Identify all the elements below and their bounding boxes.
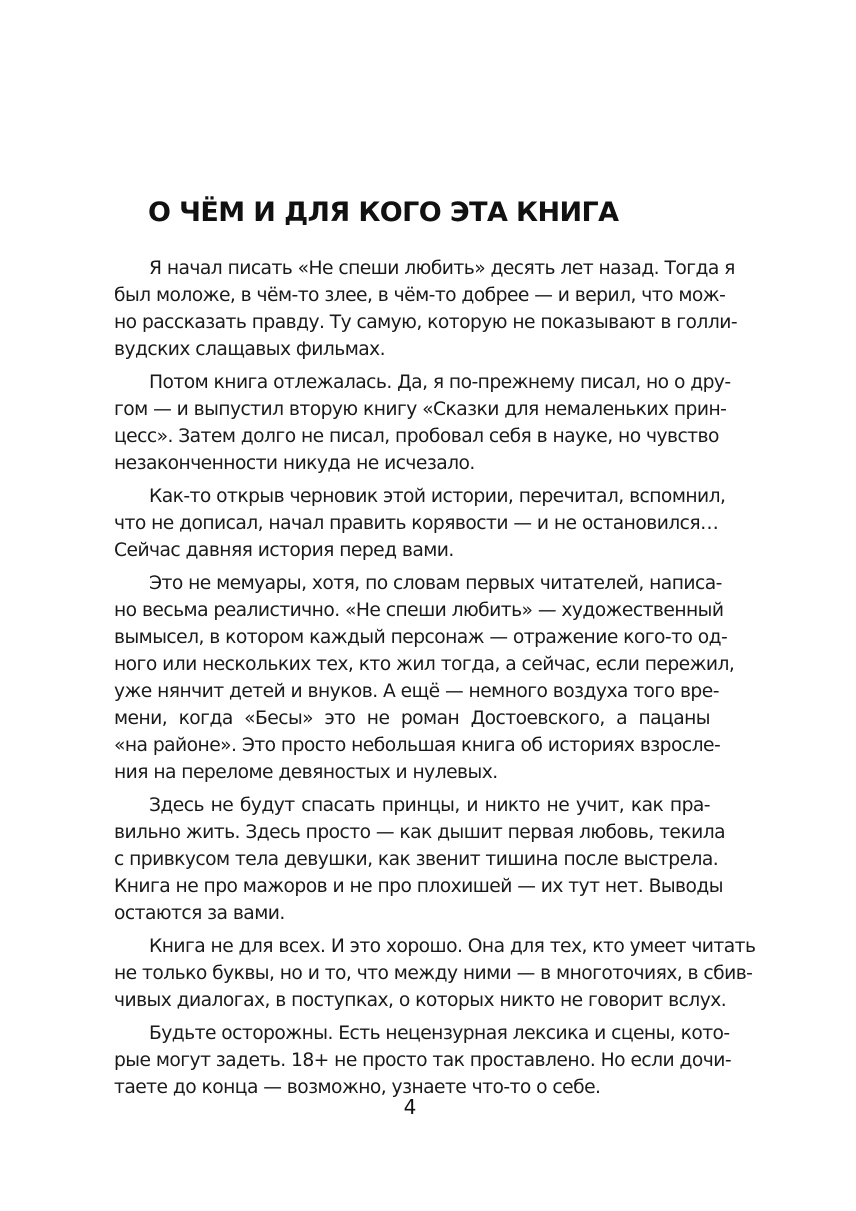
paragraph [114, 483, 726, 564]
text-line: таете до конца — возможно, узнаете что-то о себе. [114, 1077, 601, 1098]
body-text [114, 255, 756, 1107]
text-line: Я начал писать «Не спеши любить» десять лет назад. Тогда я [149, 258, 735, 279]
text-line: Книга не для всех. И это хорошо. Она для тех, кто умеет читать [149, 936, 756, 957]
paragraph [114, 570, 735, 786]
text-line: мени, когда «Бесы» это не роман Достоевского, а пацаны [114, 708, 710, 729]
paragraph [114, 792, 726, 927]
text-line: с привкусом тела девушки, как звенит тишина после выстрела. [114, 849, 719, 870]
text-line: чивых диалогах, в поступках, о которых никто не говорит вслух. [114, 990, 727, 1011]
chapter-heading: О ЧЁМ И ДЛЯ КОГО ЭТА КНИГА [148, 197, 619, 228]
text-line: Книга не про мажоров и не про плохишей — их тут нет. Выводы [114, 876, 723, 897]
paragraph [114, 1020, 732, 1101]
page-number: 4 [403, 1095, 417, 1119]
text-line: Как-то открыв черновик этой истории, перечитал, вспомнил, [149, 486, 726, 507]
text-line: Здесь не будут спасать принцы, и никто не учит, как пра- [149, 795, 710, 816]
text-line: вымысел, в котором каждый персонаж — отражение кого-то од- [114, 627, 728, 648]
text-line: цесс». Затем долго не писал, пробовал себя в науке, но чувство [114, 426, 719, 447]
text-line: но весьма реалистично. «Не спеши любить» — художественный [114, 600, 724, 621]
text-line: не только буквы, но и то, что между ними — в многоточиях, в сбив- [114, 963, 753, 984]
paragraph [114, 369, 731, 477]
text-line: Потом книга отлежалась. Да, я по-прежнему писал, но о дру- [149, 372, 731, 393]
text-line: вильно жить. Здесь просто — как дышит первая любовь, текила [114, 822, 726, 843]
text-line: незаконченности никуда не исчезало. [114, 453, 475, 474]
text-line: вудских слащавых фильмах. [114, 339, 386, 360]
text-line: Это не мемуары, хотя, по словам первых читателей, написа- [149, 573, 722, 594]
paragraph [114, 255, 738, 363]
text-line: рые могут задеть. 18+ не просто так проставлено. Но если дочи- [114, 1050, 732, 1071]
text-line: уже нянчит детей и внуков. А ещё — немного воздуха того вре- [114, 681, 719, 702]
text-line: был моложе, в чём-то злее, в чём-то добрее — и верил, что мож- [114, 285, 726, 306]
text-line: ного или нескольких тех, кто жил тогда, а сейчас, если пережил, [114, 654, 735, 675]
text-line: ния на переломе девяностых и нулевых. [114, 762, 498, 783]
text-line: что не дописал, начал править корявости — и не остановился… [114, 513, 719, 534]
text-line: но рассказать правду. Ту самую, которую не показывают в голли- [114, 312, 738, 333]
text-line: гом — и выпустил вторую книгу «Сказки для немаленьких прин- [114, 399, 727, 420]
text-line: «на районе». Это просто небольшая книга об историях взросле- [114, 735, 721, 756]
text-line: Сейчас давняя история перед вами. [114, 540, 454, 561]
text-line: Будьте осторожны. Есть нецензурная лексика и сцены, кото- [149, 1023, 730, 1044]
paragraph [114, 933, 756, 1014]
text-line: остаются за вами. [114, 903, 285, 924]
